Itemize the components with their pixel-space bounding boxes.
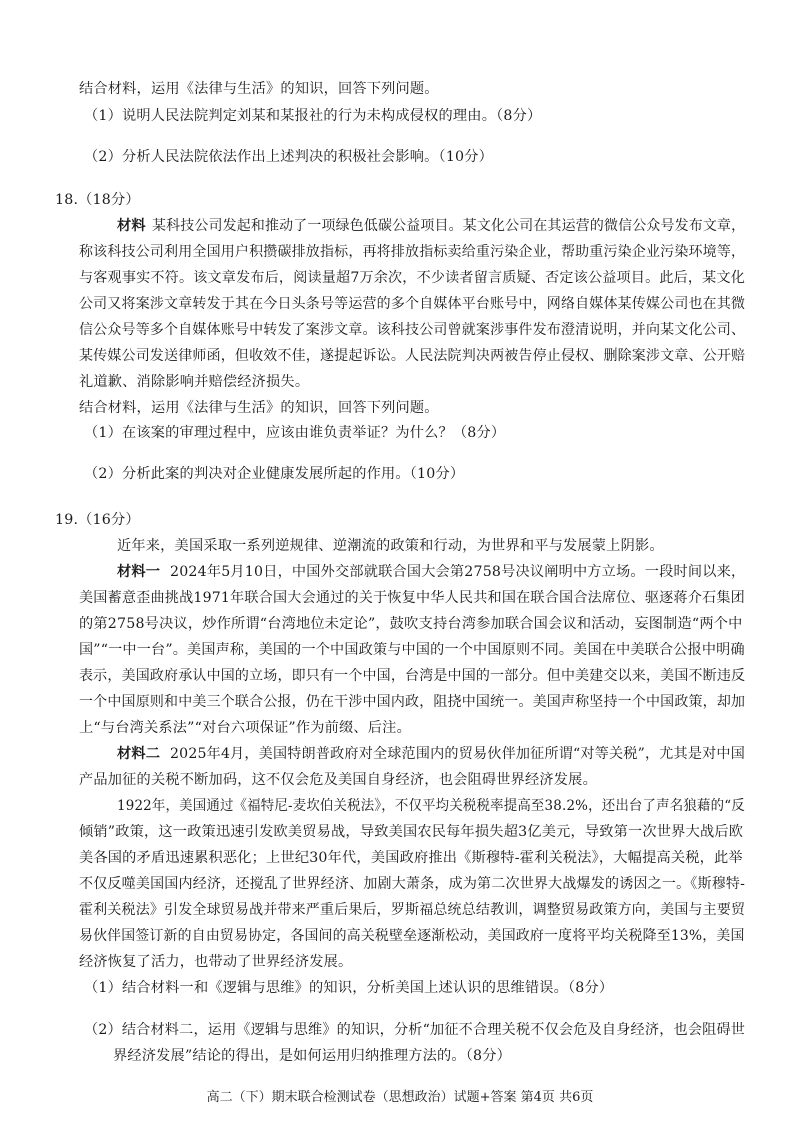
q19-lead: 近年来，美国采取一系列逆规律、逆潮流的政策和行动，为世界和平与发展蒙上阴影。 [117, 538, 664, 554]
q18-material-line: 信公众号等多个自媒体账号中转发了案涉文章。该科技公司曾就案涉事件发布澄清说明，并向某文化公司、 [79, 322, 746, 338]
q18-material-line: 礼道歉、消除影响并赔偿经济损失。 [79, 374, 310, 390]
q18-material-line: 某传媒公司发送律师函，但收效不佳，遂提起诉讼。人民法院判决两被告停止侵权、删除案涉文章、公开赔 [79, 348, 746, 364]
q18-intro: 结合材料，运用《法律与生活》的知识，回答下列问题。 [79, 400, 439, 416]
q19-header: 19.（16分） [55, 512, 140, 528]
q19-material-1-line: 2024年5月10日，中国外交部就联合国大会第2758号决议阐明中方立场。一段时间以来， [170, 564, 746, 580]
q19-material-1-line: 表示，美国政府承认中国的立场，即只有一个中国，台湾是中国的一部分。但中美建交以来，美国不断违反 [79, 668, 746, 684]
page-footer: 高二（下）期末联合检测试卷（思想政治）试题+答案 第4页 共6页 [206, 1090, 594, 1105]
q19-material-1-line: 一个中国原则和中美三个联合公报，仍在干涉中国内政，阻挠中国统一。美国声称坚持一个中国政策，却加 [79, 694, 746, 710]
q18-subquestion-1: （1）在该案的审理过程中，应该由谁负责举证？为什么？（8分） [84, 425, 506, 441]
q19-subquestion-1: （1）结合材料一和《逻辑与思维》的知识，分析美国上述认识的思维错误。（8分） [84, 980, 614, 996]
q19-material-1-line: 的第2758号决议，炒作所谓“台湾地位未定论”，鼓吹支持台湾参加联合国会议和活动，妄图制造“两个中 [79, 616, 743, 632]
q19-material-1-line: 上“与台湾关系法”“对台六项保证”作为前缀、后注。 [79, 720, 411, 736]
q19-material-2-line: 2025年4月，美国特朗普政府对全球范围内的贸易伙伴加征所谓“对等关税”，尤其是对中国 [170, 746, 746, 762]
q19-material-2-line: 不仅反噬美国国内经济，还搅乱了世界经济、加剧大萧条，成为第二次世界大战爆发的诱因之一。《斯穆特- [79, 876, 746, 892]
q19-material-1-line: 美国蓄意歪曲挑战1971年联合国大会通过的关于恢复中华人民共和国在联合国合法席位、驱逐蒋介石集团 [79, 590, 745, 606]
q19-material-1-line: 国”“一中一台”。美国声称，美国的一个中国政策与中国的一个中国原则不同。美国在中美联合公报中明确 [79, 642, 745, 658]
q19-material-2-line: 1922年，美国通过《福特尼-麦坎伯关税法》，不仅平均关税税率提高至38.2%，还出台了声名狼藉的“反 [117, 798, 745, 814]
q18-material-line: 公司又将案涉文章转发于其在今日头条号等运营的多个自媒体平台账号中，网络自媒体某传媒公司也在其微 [79, 296, 746, 312]
q18-material-line: 与客观事实不符。该文章发布后，阅读量超7万余次，不少读者留言质疑、否定该公益项目。此后，某文化 [79, 270, 746, 286]
q18-material-label: 材料 [117, 218, 146, 234]
q19-material-1-label: 材料一 [117, 564, 161, 580]
q19-material-2-line: 美各国的矛盾迅速累积恶化；上世纪30年代，美国政府推出《斯穆特-霍利关税法》，大幅提高关税，此举 [79, 850, 743, 866]
q19-material-2-line: 易伙伴国签订新的自由贸易协定，各国间的高关税壁垒逐渐松动，美国政府一度将平均关税降至13%，美国 [79, 928, 745, 944]
q19-material-2-line: 经济恢复了活力，也带动了世界经济发展。 [79, 954, 353, 970]
q17-subquestion-2: （2）分析人民法院依法作出上述判决的积极社会影响。（10分） [84, 149, 494, 165]
q18-header: 18.（18分） [55, 192, 140, 208]
q18-subquestion-2: （2）分析此案的判决对企业健康发展所起的作用。（10分） [84, 466, 465, 482]
q18-material-line: 某科技公司发起和推动了一项绿色低碳公益项目。某文化公司在其运营的微信公众号发布文章， [152, 218, 746, 234]
q19-material-2-line: 倾销”政策，这一政策迅速引发欧美贸易战，导致美国农民每年损失超3亿美元，导致第一次世界大战后欧 [79, 824, 744, 840]
q17-intro: 结合材料，运用《法律与生活》的知识，回答下列问题。 [79, 81, 439, 97]
q19-material-2-label: 材料二 [117, 746, 161, 762]
q19-subquestion-2: （2）结合材料二，运用《逻辑与思维》的知识，分析“加征不合理关税不仅会危及自身经济，也会阻碍世 [84, 1022, 746, 1038]
q19-material-2-line: 产品加征的关税不断加码，这不仅会危及美国自身经济，也会阻碍世界经济发展。 [79, 772, 597, 788]
q18-material-line: 称该科技公司利用全国用户积攒碳排放指标，再将排放指标卖给重污染企业，帮助重污染企业污染环境等， [79, 244, 746, 260]
q17-subquestion-1: （1）说明人民法院判定刘某和某报社的行为未构成侵权的理由。（8分） [84, 108, 542, 124]
q19-subquestion-2-continued: 界经济发展”结论的得出，是如何运用归纳推理方法的。（8分） [113, 1048, 512, 1064]
q19-material-2-line: 霍利关税法》引发全球贸易战并带来严重后果后，罗斯福总统总结教训，调整贸易政策方向，美国与主要贸 [79, 902, 746, 918]
